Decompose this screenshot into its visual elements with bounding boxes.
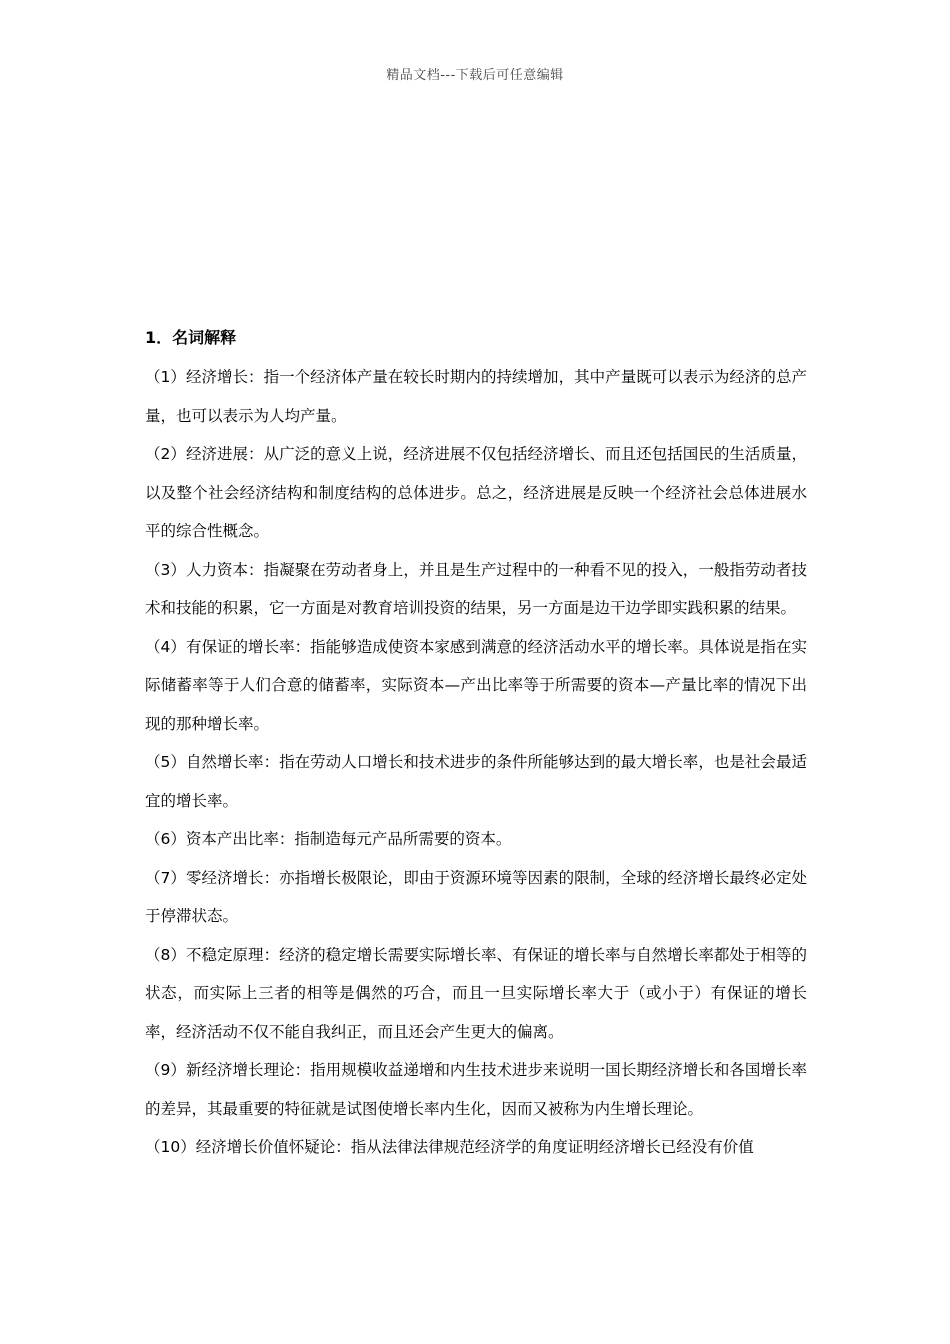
term-paragraph-1: （1）经济增长：指一个经济体产量在较长时期内的持续增加，其中产量既可以表示为经济的总产量，也可以表示为人均产量。 bbox=[145, 368, 807, 425]
term-paragraph-2: （2）经济进展：从广泛的意义上说，经济进展不仅包括经济增长、而且还包括国民的生活质量，以及整个社会经济结构和制度结构的总体进步。总之，经济进展是反映一个经济社会总体进展水平的综合性概念。 bbox=[145, 445, 807, 540]
term-paragraph-3: （3）人力资本：指凝聚在劳动者身上，并且是生产过程中的一种看不见的投入，一般指劳动者技术和技能的积累，它一方面是对教育培训投资的结果，另一方面是边干边学即实践积累的结果。 bbox=[145, 560, 807, 617]
page-header-watermark: 精品文档---下载后可任意编辑 bbox=[386, 68, 564, 83]
document-body bbox=[145, 324, 807, 1167]
term-paragraph-8: （8）不稳定原理：经济的稳定增长需要实际增长率、有保证的增长率与自然增长率都处于相等的状态，而实际上三者的相等是偶然的巧合，而且一旦实际增长率大于（或小于）有保证的增长率，经济活动不仅不能自我纠正，而且还会产生更大的偏离。 bbox=[145, 945, 807, 1041]
term-paragraph-9: （9）新经济增长理论：指用规模收益递增和内生技术进步来说明一国长期经济增长和各国增长率的差异，其最重要的特征就是试图使增长率内生化，因而又被称为内生增长理论。 bbox=[145, 1061, 807, 1118]
term-paragraph-10: （10）经济增长价值怀疑论：指从法律法律规范经济学的角度证明经济增长已经没有价值 bbox=[145, 1138, 754, 1156]
term-paragraph-5: （5）自然增长率：指在劳动人口增长和技术进步的条件所能够达到的最大增长率，也是社会最适宜的增长率。 bbox=[145, 753, 807, 810]
section-title: 1．名词解释 bbox=[145, 328, 237, 347]
term-paragraph-6: （6）资本产出比率：指制造每元产品所需要的资本。 bbox=[145, 830, 512, 848]
term-paragraph-7: （7）零经济增长：亦指增长极限论，即由于资源环境等因素的限制，全球的经济增长最终必定处于停滞状态。 bbox=[145, 868, 807, 925]
term-paragraph-4: （4）有保证的增长率：指能够造成使资本家感到满意的经济活动水平的增长率。具体说是指在实际储蓄率等于人们合意的储蓄率，实际资本—产出比率等于所需要的资本—产量比率的情况下出现的那种增长率。 bbox=[145, 637, 807, 733]
